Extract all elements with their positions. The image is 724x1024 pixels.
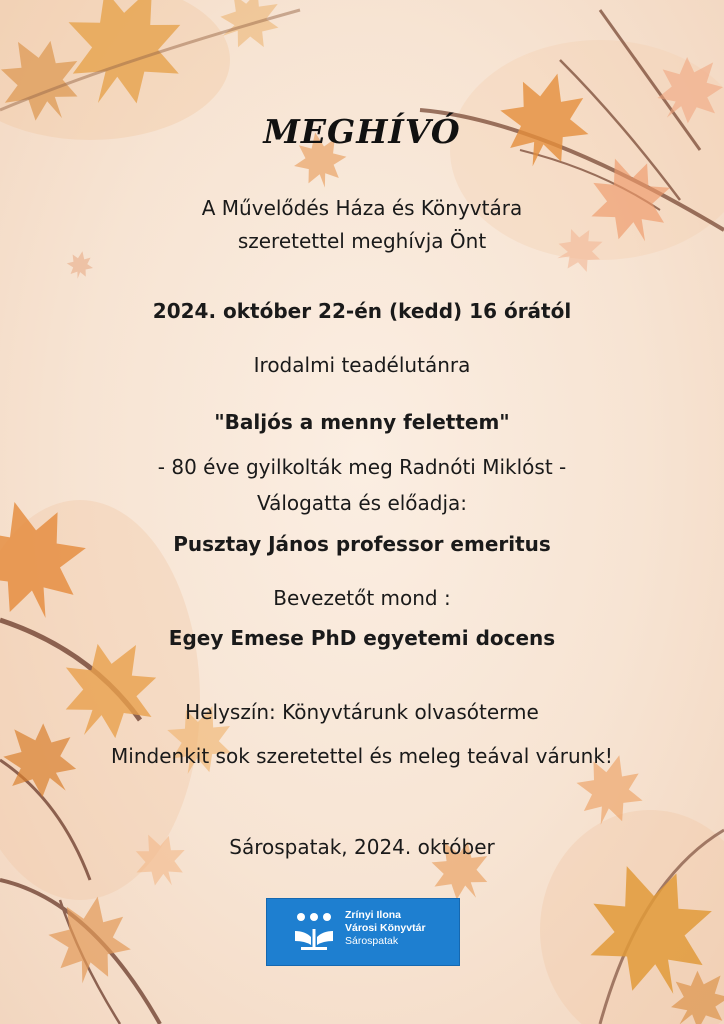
performer-name: Pusztay János professor emeritus — [173, 532, 551, 556]
selected-by-label: Válogatta és előadja: — [256, 491, 468, 515]
logo-line-3: Sárospatak — [345, 935, 399, 947]
invitation-title: MEGHÍVÓ — [263, 112, 461, 151]
library-book-icon — [293, 911, 337, 953]
event-type: Irodalmi teadélutánra — [253, 353, 471, 377]
event-location: Helyszín: Könyvtárunk olvasóterme — [185, 700, 539, 724]
event-subtitle: - 80 éve gyilkolták meg Radnóti Miklóst - — [157, 455, 567, 479]
library-logo-text — [345, 909, 426, 948]
welcome-message: Mindenkit sok szeretettel és meleg teával várunk! — [111, 744, 613, 768]
host-line-1: A Művelődés Háza és Könyvtára — [201, 196, 523, 220]
event-title: "Baljós a menny felettem" — [214, 410, 510, 434]
intro-label: Bevezetőt mond : — [273, 586, 451, 610]
place-and-date: Sárospatak, 2024. október — [229, 835, 495, 859]
logo-line-2: Városi Könyvtár — [345, 922, 426, 934]
logo-line-1: Zrínyi Ilona — [345, 909, 402, 921]
library-logo — [266, 898, 460, 966]
host-line-2: szeretettel meghívja Önt — [237, 229, 487, 253]
intro-speaker: Egey Emese PhD egyetemi docens — [168, 626, 556, 650]
event-datetime: 2024. október 22-én (kedd) 16 órától — [152, 299, 572, 323]
